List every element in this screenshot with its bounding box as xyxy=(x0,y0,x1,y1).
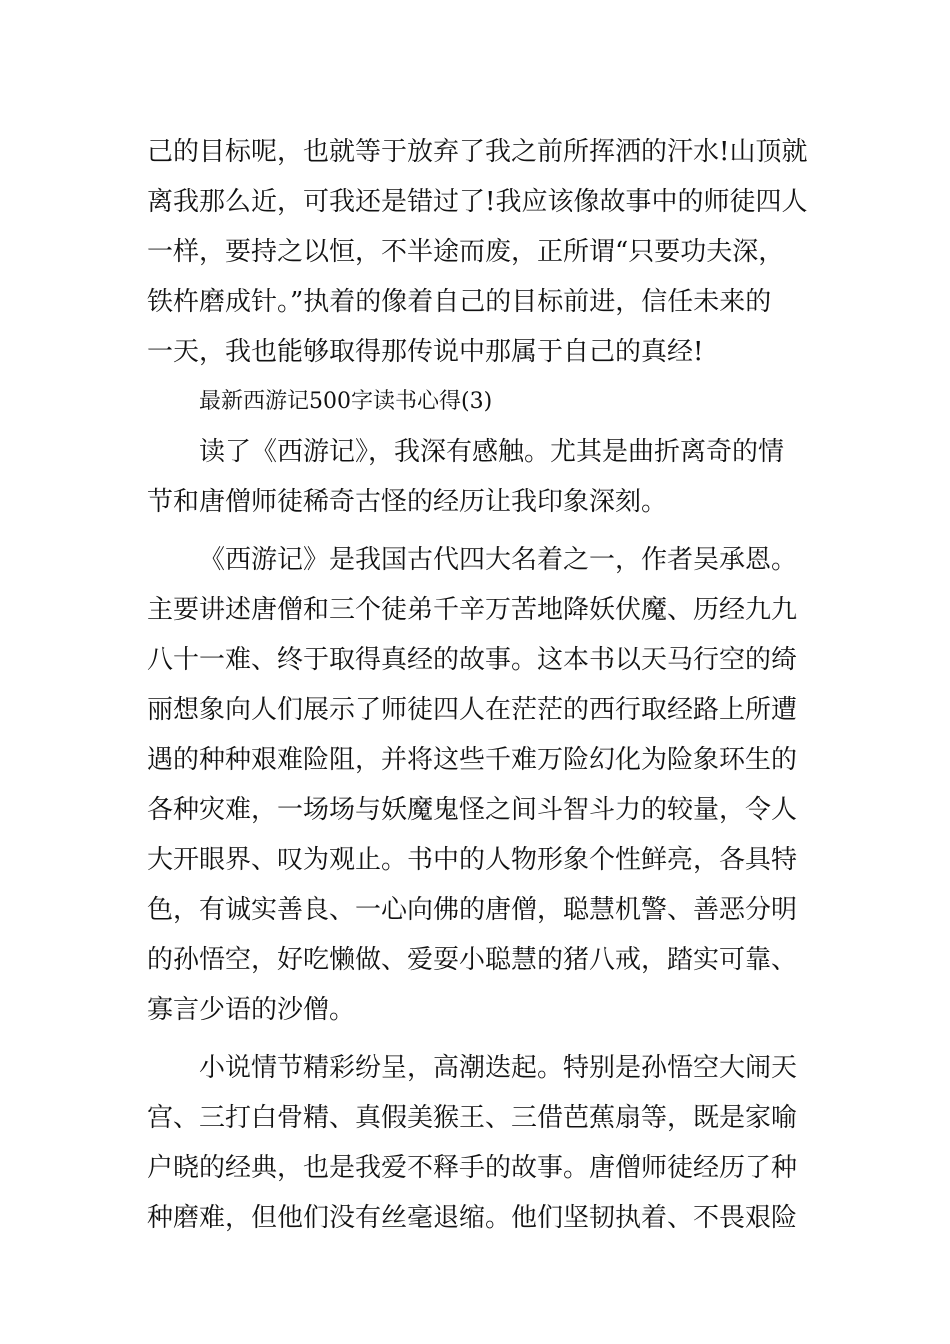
text-line: 节和唐僧师徒稀奇古怪的经历让我印象深刻。 xyxy=(147,487,668,517)
paragraph-continuation xyxy=(147,127,817,377)
section-heading xyxy=(147,377,817,427)
text-line: 宫、三打白骨精、真假美猴王、三借芭蕉扇等，既是家喻 xyxy=(147,1103,798,1133)
text-line: 铁杵磨成针。”执着的像着自己的目标前进，信任未来的 xyxy=(147,287,772,317)
text-line: 户晓的经典，也是我爱不释手的故事。唐僧师徒经历了种 xyxy=(147,1153,798,1183)
text-line: 大开眼界、叹为观止。书中的人物形象个性鲜亮，各具特 xyxy=(147,845,798,875)
paragraph-spacer xyxy=(147,1035,817,1043)
text-line: 小说情节精彩纷呈，高潮迭起。特别是孙悟空大闹天 xyxy=(199,1053,798,1083)
text-line: 的孙悟空，好吃懒做、爱耍小聪慧的猪八戒，踏实可靠、 xyxy=(147,945,798,975)
text-line: 遇的种种艰难险阻，并将这些千难万险幻化为险象环生的 xyxy=(147,745,798,775)
text-line: 己的目标呢，也就等于放弃了我之前所挥洒的汗水!山顶就 xyxy=(147,137,808,167)
text-line: 主要讲述唐僧和三个徒弟千辛万苦地降妖伏魔、历经九九 xyxy=(147,595,798,625)
heading-line: 最新西游记500字读书心得(3) xyxy=(199,389,493,414)
text-line: 《西游记》是我国古代四大名着之一，作者吴承恩。 xyxy=(199,545,798,575)
text-line: 色，有诚实善良、一心向佛的唐僧，聪慧机警、善恶分明 xyxy=(147,895,798,925)
text-line: 一样，要持之以恒，不半途而废，正所谓“只要功夫深， xyxy=(147,237,785,267)
text-line: 各种灾难，一场场与妖魔鬼怪之间斗智斗力的较量，令人 xyxy=(147,795,798,825)
text-line: 种磨难，但他们没有丝毫退缩。他们坚韧执着、不畏艰险 xyxy=(147,1203,798,1233)
text-line: 寡言少语的沙僧。 xyxy=(147,995,356,1025)
document-body xyxy=(147,127,817,1243)
paragraph-spacer xyxy=(147,527,817,535)
paragraph-plot xyxy=(147,1043,817,1243)
paragraph-summary xyxy=(147,535,817,1035)
text-line: 丽想象向人们展示了师徒四人在茫茫的西行取经路上所遭 xyxy=(147,695,798,725)
paragraph-intro xyxy=(147,427,817,527)
text-line: 一天，我也能够取得那传说中那属于自己的真经! xyxy=(147,337,704,367)
text-line: 离我那么近，可我还是错过了!我应该像故事中的师徒四人 xyxy=(147,187,808,217)
text-line: 读了《西游记》，我深有感触。尤其是曲折离奇的情 xyxy=(199,437,785,467)
text-line: 八十一难、终于取得真经的故事。这本书以天马行空的绮 xyxy=(147,645,798,675)
